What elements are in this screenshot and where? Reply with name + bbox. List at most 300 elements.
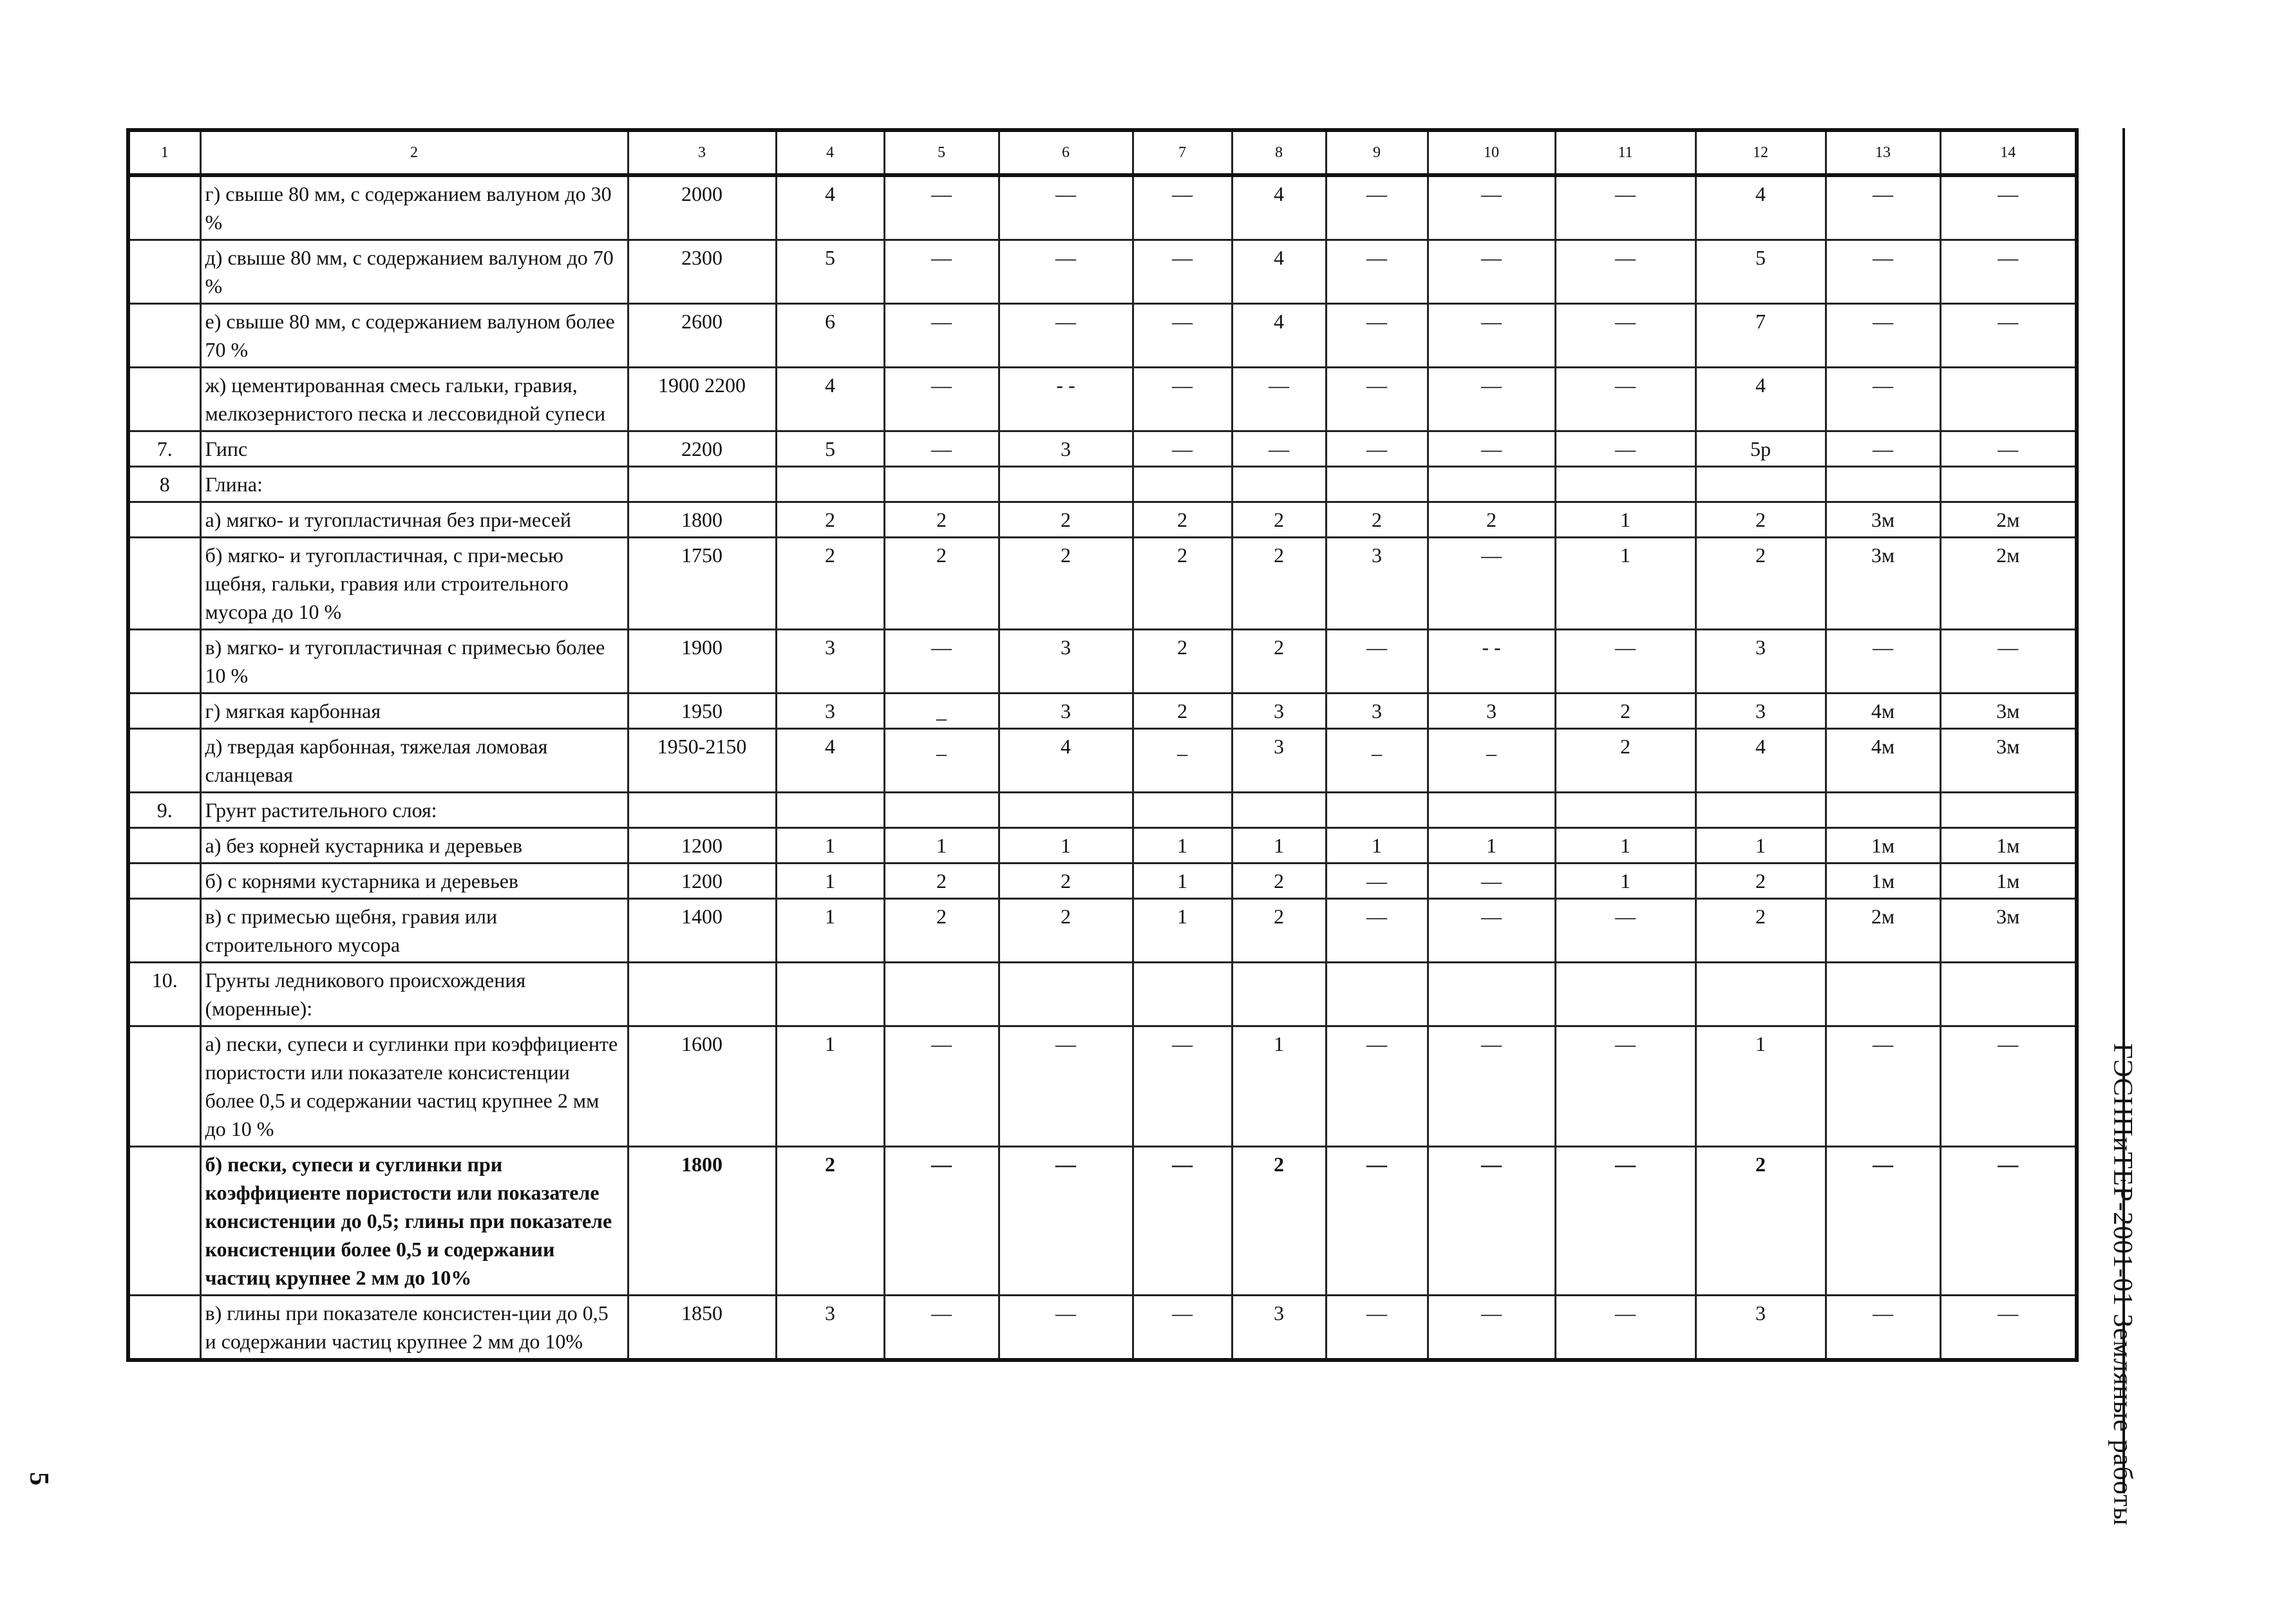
- row-number-cell: [128, 694, 200, 729]
- table-row: [128, 467, 2077, 502]
- density-cell: 2600: [628, 304, 776, 368]
- group-value-cell: 1м: [1940, 864, 2077, 899]
- group-value-cell: 3: [999, 694, 1133, 729]
- group-value-cell: 1: [1555, 538, 1696, 630]
- group-value-cell: [1232, 467, 1326, 502]
- soil-density-table: [126, 128, 2079, 1362]
- soil-description-cell: Гипс: [200, 431, 628, 467]
- group-value-cell: 2: [776, 502, 884, 538]
- group-value-cell: —: [1826, 175, 1940, 240]
- group-value-cell: —: [1826, 304, 1940, 368]
- group-value-cell: [1940, 467, 2077, 502]
- row-number-cell: [128, 864, 200, 899]
- group-value-cell: —: [884, 431, 999, 467]
- group-value-cell: —: [1326, 175, 1428, 240]
- group-value-cell: —: [1555, 899, 1696, 963]
- density-cell: 1850: [628, 1296, 776, 1361]
- group-value-cell: 4м: [1826, 694, 1940, 729]
- group-value-cell: —: [1428, 864, 1555, 899]
- group-value-cell: —: [1326, 304, 1428, 368]
- group-value-cell: [1133, 963, 1232, 1026]
- group-value-cell: —: [1326, 1026, 1428, 1147]
- group-value-cell: 6: [776, 304, 884, 368]
- group-value-cell: 4: [776, 368, 884, 431]
- soil-description-cell: а) мягко- и тугопластичная без при-месей: [200, 502, 628, 538]
- group-value-cell: [776, 963, 884, 1026]
- group-value-cell: —: [1428, 1147, 1555, 1296]
- group-value-cell: 1: [1326, 828, 1428, 864]
- soil-description-cell: д) свыше 80 мм, с содержанием валуном до 70 %: [200, 240, 628, 304]
- group-value-cell: —: [1940, 1026, 2077, 1147]
- soil-description-cell: ж) цементированная смесь гальки, гравия, мелкозернистого песка и лессовидной супеси: [200, 368, 628, 431]
- group-value-cell: 2: [884, 864, 999, 899]
- soil-description-cell: в) мягко- и тугопластичная с примесью более 10 %: [200, 630, 628, 694]
- table-row: [128, 694, 2077, 729]
- table-row: [128, 963, 2077, 1026]
- density-cell: 1200: [628, 864, 776, 899]
- table-row: [128, 864, 2077, 899]
- group-value-cell: 3м: [1940, 729, 2077, 793]
- group-value-cell: 4: [1696, 175, 1826, 240]
- group-value-cell: —: [999, 1147, 1133, 1296]
- group-value-cell: —: [999, 1026, 1133, 1147]
- group-value-cell: 2: [776, 1147, 884, 1296]
- group-value-cell: [1696, 467, 1826, 502]
- group-value-cell: —: [884, 175, 999, 240]
- group-value-cell: —: [1133, 240, 1232, 304]
- group-value-cell: 4: [776, 175, 884, 240]
- table-row: [128, 630, 2077, 694]
- group-value-cell: [1826, 793, 1940, 828]
- row-number-cell: [128, 630, 200, 694]
- group-value-cell: —: [1555, 1026, 1696, 1147]
- group-value-cell: —: [1940, 304, 2077, 368]
- row-number-cell: [128, 304, 200, 368]
- soil-description-cell: г) мягкая карбонная: [200, 694, 628, 729]
- density-cell: 1400: [628, 899, 776, 963]
- group-value-cell: _: [884, 694, 999, 729]
- soil-description-cell: Глина:: [200, 467, 628, 502]
- group-value-cell: 3: [1428, 694, 1555, 729]
- group-value-cell: —: [1428, 1296, 1555, 1361]
- column-header-1: 1: [128, 130, 200, 175]
- soil-description-cell: Грунт растительного слоя:: [200, 793, 628, 828]
- group-value-cell: [1940, 963, 2077, 1026]
- column-header-11: 11: [1555, 130, 1696, 175]
- group-value-cell: [1232, 793, 1326, 828]
- row-number-cell: 7.: [128, 431, 200, 467]
- group-value-cell: 1: [1555, 828, 1696, 864]
- group-value-cell: —: [1940, 175, 2077, 240]
- row-number-cell: [128, 240, 200, 304]
- group-value-cell: 3: [1232, 1296, 1326, 1361]
- group-value-cell: 5: [776, 431, 884, 467]
- group-value-cell: —: [1555, 431, 1696, 467]
- density-cell: 1950-2150: [628, 729, 776, 793]
- group-value-cell: [884, 963, 999, 1026]
- group-value-cell: —: [1940, 240, 2077, 304]
- group-value-cell: [999, 793, 1133, 828]
- column-header-3: 3: [628, 130, 776, 175]
- group-value-cell: 1: [1133, 864, 1232, 899]
- density-cell: 1900 2200: [628, 368, 776, 431]
- group-value-cell: —: [1428, 175, 1555, 240]
- group-value-cell: —: [1326, 899, 1428, 963]
- group-value-cell: [1555, 467, 1696, 502]
- group-value-cell: —: [1555, 368, 1696, 431]
- density-cell: [628, 793, 776, 828]
- row-number-cell: [128, 1147, 200, 1296]
- group-value-cell: _: [1428, 729, 1555, 793]
- row-number-cell: [128, 502, 200, 538]
- group-value-cell: —: [1940, 1296, 2077, 1361]
- soil-description-cell: б) мягко- и тугопластичная, с при-месью щебня, гальки, гравия или строительного мусора до 10 %: [200, 538, 628, 630]
- density-cell: 1800: [628, 1147, 776, 1296]
- group-value-cell: —: [1940, 1147, 2077, 1296]
- group-value-cell: —: [1133, 304, 1232, 368]
- group-value-cell: —: [1232, 431, 1326, 467]
- density-cell: 2000: [628, 175, 776, 240]
- group-value-cell: —: [1326, 431, 1428, 467]
- group-value-cell: —: [999, 175, 1133, 240]
- group-value-cell: 5: [1696, 240, 1826, 304]
- group-value-cell: 1: [884, 828, 999, 864]
- group-value-cell: [776, 793, 884, 828]
- group-value-cell: 3: [999, 431, 1133, 467]
- group-value-cell: 1: [1555, 502, 1696, 538]
- group-value-cell: 5: [776, 240, 884, 304]
- group-value-cell: 2: [1696, 538, 1826, 630]
- density-cell: 1950: [628, 694, 776, 729]
- row-number-cell: [128, 1296, 200, 1361]
- soil-description-cell: в) глины при показателе консистен-ции до 0,5 и содержании частиц крупнее 2 мм до 10%: [200, 1296, 628, 1361]
- group-value-cell: —: [1326, 1147, 1428, 1296]
- group-value-cell: [1940, 793, 2077, 828]
- group-value-cell: 2: [1232, 538, 1326, 630]
- density-cell: [628, 467, 776, 502]
- table-body: [128, 175, 2077, 1360]
- group-value-cell: 2: [1696, 864, 1826, 899]
- group-value-cell: [1428, 467, 1555, 502]
- group-value-cell: 1м: [1826, 828, 1940, 864]
- group-value-cell: 2: [999, 538, 1133, 630]
- group-value-cell: —: [1326, 240, 1428, 304]
- group-value-cell: —: [1428, 899, 1555, 963]
- group-value-cell: —: [1133, 1296, 1232, 1361]
- group-value-cell: —: [1428, 304, 1555, 368]
- group-value-cell: —: [999, 1296, 1133, 1361]
- group-value-cell: 1: [776, 864, 884, 899]
- group-value-cell: —: [1428, 431, 1555, 467]
- group-value-cell: 2: [1232, 630, 1326, 694]
- group-value-cell: 2: [1232, 864, 1326, 899]
- group-value-cell: 5р: [1696, 431, 1826, 467]
- group-value-cell: —: [1555, 630, 1696, 694]
- group-value-cell: 3м: [1940, 899, 2077, 963]
- group-value-cell: [884, 793, 999, 828]
- group-value-cell: 1: [1232, 1026, 1326, 1147]
- group-value-cell: 2: [1555, 694, 1696, 729]
- column-header-5: 5: [884, 130, 999, 175]
- group-value-cell: 2: [776, 538, 884, 630]
- group-value-cell: 3: [1696, 694, 1826, 729]
- group-value-cell: —: [1555, 1296, 1696, 1361]
- group-value-cell: 3: [776, 630, 884, 694]
- group-value-cell: 2: [884, 899, 999, 963]
- group-value-cell: [1133, 793, 1232, 828]
- group-value-cell: 2: [1232, 899, 1326, 963]
- column-header-4: 4: [776, 130, 884, 175]
- group-value-cell: 2: [1555, 729, 1696, 793]
- group-value-cell: _: [1326, 729, 1428, 793]
- column-header-12: 12: [1696, 130, 1826, 175]
- group-value-cell: 4м: [1826, 729, 1940, 793]
- group-value-cell: 2: [1232, 502, 1326, 538]
- table-row: [128, 240, 2077, 304]
- group-value-cell: —: [1826, 1296, 1940, 1361]
- group-value-cell: 1м: [1826, 864, 1940, 899]
- row-number-cell: [128, 1026, 200, 1147]
- table-row: [128, 175, 2077, 240]
- density-cell: 1750: [628, 538, 776, 630]
- table-row: [128, 538, 2077, 630]
- group-value-cell: 2: [884, 538, 999, 630]
- column-header-13: 13: [1826, 130, 1940, 175]
- row-number-cell: [128, 899, 200, 963]
- table-row: [128, 368, 2077, 431]
- group-value-cell: —: [1326, 1296, 1428, 1361]
- group-value-cell: [1326, 963, 1428, 1026]
- soil-description-cell: е) свыше 80 мм, с содержанием валуном более 70 %: [200, 304, 628, 368]
- table-row: [128, 828, 2077, 864]
- group-value-cell: 3: [1696, 630, 1826, 694]
- column-header-2: 2: [200, 130, 628, 175]
- earthworks-table-container: [126, 128, 2075, 1362]
- group-value-cell: 2м: [1940, 502, 2077, 538]
- group-value-cell: 2: [1696, 1147, 1826, 1296]
- group-value-cell: 1: [1696, 1026, 1826, 1147]
- group-value-cell: 3м: [1826, 502, 1940, 538]
- group-value-cell: [1696, 793, 1826, 828]
- soil-description-cell: д) твердая карбонная, тяжелая ломовая сланцевая: [200, 729, 628, 793]
- table-row: [128, 304, 2077, 368]
- column-number-header: [128, 130, 2077, 175]
- group-value-cell: —: [1428, 538, 1555, 630]
- group-value-cell: 3: [1326, 694, 1428, 729]
- group-value-cell: —: [884, 368, 999, 431]
- group-value-cell: —: [1133, 1147, 1232, 1296]
- group-value-cell: —: [1133, 1026, 1232, 1147]
- group-value-cell: [884, 467, 999, 502]
- group-value-cell: 7: [1696, 304, 1826, 368]
- table-row: [128, 1147, 2077, 1296]
- row-number-cell: [128, 828, 200, 864]
- group-value-cell: - -: [1428, 630, 1555, 694]
- group-value-cell: 2: [1133, 538, 1232, 630]
- group-value-cell: —: [1555, 304, 1696, 368]
- group-value-cell: [1826, 467, 1940, 502]
- group-value-cell: —: [1555, 175, 1696, 240]
- row-number-cell: 9.: [128, 793, 200, 828]
- group-value-cell: —: [999, 304, 1133, 368]
- soil-description-cell: а) без корней кустарника и деревьев: [200, 828, 628, 864]
- group-value-cell: 4: [1232, 240, 1326, 304]
- row-number-cell: 10.: [128, 963, 200, 1026]
- group-value-cell: _: [884, 729, 999, 793]
- table-row: [128, 1026, 2077, 1147]
- group-value-cell: 2: [1326, 502, 1428, 538]
- table-row: [128, 1296, 2077, 1361]
- group-value-cell: —: [1826, 240, 1940, 304]
- row-number-cell: 8: [128, 467, 200, 502]
- group-value-cell: 1: [1696, 828, 1826, 864]
- group-value-cell: [1326, 793, 1428, 828]
- group-value-cell: - -: [999, 368, 1133, 431]
- group-value-cell: 3: [1696, 1296, 1826, 1361]
- group-value-cell: 1: [1555, 864, 1696, 899]
- group-value-cell: [1133, 467, 1232, 502]
- group-value-cell: 2: [1133, 694, 1232, 729]
- group-value-cell: —: [1326, 864, 1428, 899]
- group-value-cell: —: [1826, 1026, 1940, 1147]
- density-cell: [628, 963, 776, 1026]
- group-value-cell: [999, 467, 1133, 502]
- group-value-cell: 1: [1133, 899, 1232, 963]
- group-value-cell: 4: [1696, 368, 1826, 431]
- density-cell: 1200: [628, 828, 776, 864]
- group-value-cell: [1326, 467, 1428, 502]
- group-value-cell: —: [1555, 1147, 1696, 1296]
- group-value-cell: 3м: [1826, 538, 1940, 630]
- group-value-cell: 1: [776, 828, 884, 864]
- group-value-cell: 4: [1232, 304, 1326, 368]
- group-value-cell: —: [1133, 175, 1232, 240]
- group-value-cell: 2: [884, 502, 999, 538]
- group-value-cell: 3: [1232, 729, 1326, 793]
- group-value-cell: 1: [776, 899, 884, 963]
- group-value-cell: —: [884, 1147, 999, 1296]
- group-value-cell: —: [884, 240, 999, 304]
- group-value-cell: 3: [776, 1296, 884, 1361]
- group-value-cell: —: [1826, 431, 1940, 467]
- soil-description-cell: б) с корнями кустарника и деревьев: [200, 864, 628, 899]
- group-value-cell: 4: [1232, 175, 1326, 240]
- group-value-cell: [1232, 963, 1326, 1026]
- group-value-cell: —: [1232, 368, 1326, 431]
- density-cell: 1600: [628, 1026, 776, 1147]
- group-value-cell: —: [1940, 431, 2077, 467]
- soil-description-cell: а) пески, супеси и суглинки при коэффициенте пористости или показателе консистенции более 0,5 и содержании частиц крупнее 2 мм до 10 %: [200, 1026, 628, 1147]
- group-value-cell: 2: [999, 502, 1133, 538]
- group-value-cell: 2м: [1940, 538, 2077, 630]
- group-value-cell: [999, 963, 1133, 1026]
- group-value-cell: 3: [1232, 694, 1326, 729]
- group-value-cell: —: [884, 1026, 999, 1147]
- group-value-cell: —: [1326, 630, 1428, 694]
- group-value-cell: 2: [1696, 502, 1826, 538]
- group-value-cell: —: [999, 240, 1133, 304]
- group-value-cell: —: [1428, 368, 1555, 431]
- group-value-cell: [1428, 963, 1555, 1026]
- group-value-cell: 1м: [1940, 828, 2077, 864]
- column-header-6: 6: [999, 130, 1133, 175]
- group-value-cell: 4: [776, 729, 884, 793]
- group-value-cell: —: [1826, 1147, 1940, 1296]
- group-value-cell: [1555, 793, 1696, 828]
- group-value-cell: 2м: [1826, 899, 1940, 963]
- group-value-cell: 1: [1232, 828, 1326, 864]
- row-number-cell: [128, 538, 200, 630]
- group-value-cell: 3: [776, 694, 884, 729]
- table-row: [128, 793, 2077, 828]
- group-value-cell: 1: [999, 828, 1133, 864]
- row-number-cell: [128, 729, 200, 793]
- group-value-cell: [1696, 963, 1826, 1026]
- group-value-cell: [1826, 963, 1940, 1026]
- group-value-cell: —: [1826, 368, 1940, 431]
- group-value-cell: —: [1826, 630, 1940, 694]
- table-row: [128, 502, 2077, 538]
- group-value-cell: 2: [1133, 502, 1232, 538]
- soil-description-cell: г) свыше 80 мм, с содержанием валуном до 30 %: [200, 175, 628, 240]
- group-value-cell: 4: [999, 729, 1133, 793]
- group-value-cell: —: [1133, 431, 1232, 467]
- group-value-cell: 2: [1232, 1147, 1326, 1296]
- density-cell: 2200: [628, 431, 776, 467]
- group-value-cell: [1555, 963, 1696, 1026]
- group-value-cell: [1428, 793, 1555, 828]
- table-row: [128, 729, 2077, 793]
- table-row: [128, 899, 2077, 963]
- group-value-cell: 2: [1133, 630, 1232, 694]
- group-value-cell: 3: [1326, 538, 1428, 630]
- table-row: [128, 431, 2077, 467]
- document-side-caption: ГЭСНПиТЕР-2001-01 Земляные работы: [2108, 1043, 2137, 1526]
- group-value-cell: —: [1326, 368, 1428, 431]
- group-value-cell: 2: [1696, 899, 1826, 963]
- group-value-cell: —: [1133, 368, 1232, 431]
- group-value-cell: —: [884, 630, 999, 694]
- group-value-cell: —: [884, 304, 999, 368]
- soil-description-cell: в) с примесью щебня, гравия или строительного мусора: [200, 899, 628, 963]
- group-value-cell: 2: [999, 899, 1133, 963]
- density-cell: 1800: [628, 502, 776, 538]
- density-cell: 2300: [628, 240, 776, 304]
- group-value-cell: 3: [999, 630, 1133, 694]
- group-value-cell: —: [1940, 630, 2077, 694]
- row-number-cell: [128, 175, 200, 240]
- density-cell: 1900: [628, 630, 776, 694]
- row-number-cell: [128, 368, 200, 431]
- group-value-cell: [1940, 368, 2077, 431]
- column-header-10: 10: [1428, 130, 1555, 175]
- column-header-7: 7: [1133, 130, 1232, 175]
- group-value-cell: —: [1428, 240, 1555, 304]
- soil-description-cell: б) пески, супеси и суглинки при коэффициенте пористости или показателе консистенции до 0,5; глины при показателе консистенции более 0,5 и содержании частиц крупнее 2 мм до 10%: [200, 1147, 628, 1296]
- column-header-14: 14: [1940, 130, 2077, 175]
- group-value-cell: 3м: [1940, 694, 2077, 729]
- group-value-cell: [776, 467, 884, 502]
- page-number: 5: [24, 1472, 53, 1486]
- group-value-cell: 1: [1428, 828, 1555, 864]
- group-value-cell: 2: [1428, 502, 1555, 538]
- soil-description-cell: Грунты ледникового происхождения (моренные):: [200, 963, 628, 1026]
- group-value-cell: 2: [999, 864, 1133, 899]
- group-value-cell: 1: [776, 1026, 884, 1147]
- group-value-cell: 1: [1133, 828, 1232, 864]
- group-value-cell: —: [884, 1296, 999, 1361]
- group-value-cell: —: [1555, 240, 1696, 304]
